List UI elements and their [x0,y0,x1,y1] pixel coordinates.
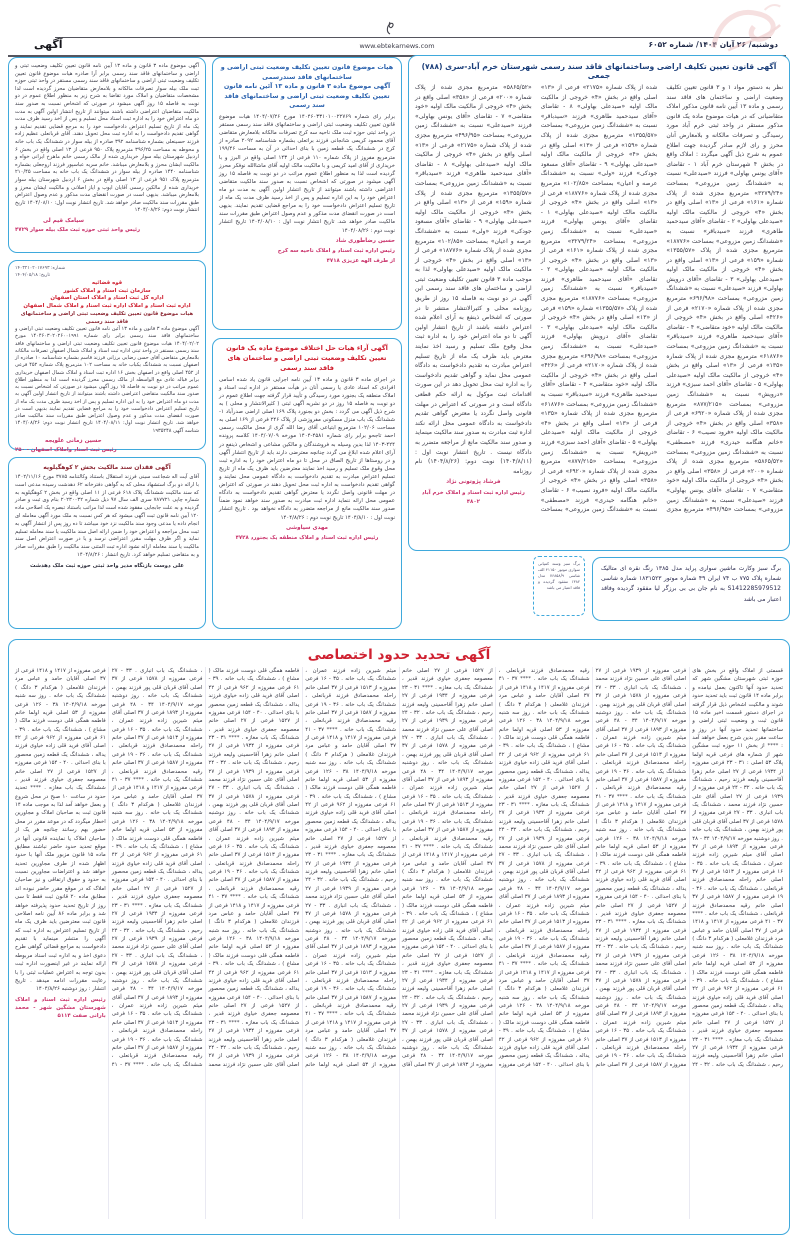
notice-karaj-sig-name: حسین رضاطوری شاد [335,237,395,244]
notice-isfahan-head-judiciary: قوه قضائیه [91,279,123,286]
notice-karaj-title-line2: آگهی موضوع ماده ۳ قانون و ماده ۱۳ آئین نامه قانون تعیین تکلیف وضعیت ثبتی اراضی و ساختمانهای فاقد سند رسمی [223,82,391,110]
notice-lost-small-body: برگ سبز وسند کمپانی سواری موتور ۴۱۱۵۰ الف شاسی ۷۶۸۵۸/۹ مدل ۱۳۸۲ مفقود گردیده و فاقد اعتبار می باشد [538,561,581,590]
notice-bojnord-title: آگهی آراء هیات حل اختلاف موضوع ماده یک قانون تعیین تکلیف وضعیت ثبتی اراضی و ساختمان های فاقد سند رسمی [226,344,388,372]
notice-karaj-body: برابر رای شماره ۱۴۰۴۶۰۳۳۱۰۱۰۰۲۲۷۶۹ مورخ ۱۴۰۴/۰۷/۲۶ هیات موضوع قانون تعیین تکلیف وضعیت ثبتی اراضی و ساختمانهای فاقد سند رسمی مستقر در واحد ثبتی حوزه ثبت ملک ناحیه سه کرج تصرفات مالکانه بلامعارض متقاضی آقای محمود کریمی شانجانی فرزند براتعلی بشماره شناسنامه ۲۰۹۲ صادره از کرج در ششدانگ یک قطعه زمین با بنای احداثی در آن به مساحت ۱۹۹/۴۶ مترمربع مفروز از پلاک شماره ۱۱۰ فرعی از ۱۴۳ اصلی واقع در البرز و با خریداری از آقای امید کریمی و با مالکیت مالک اولیه آقای ماشاالله نوفکر محرز گردیده است لذا به منظور اطلاع عموم مراتب در دو نوبت به فاصله ۱۵ روز آگهی میشود در صورتی که اشخاص نسبت به صدور سند مالکیت متقاضی اعتراضی داشته باشند میتوانند از تاریخ انتشار اولین آگهی به مدت دو ماه اعتراض خود را به این اداره تسلیم و پس از اخذ رسید ظرف مدت یک ماه از تاریخ تسلیم اعتراض دادخواست خود را به مراجع قضایی تقدیم نمایند. بدیهی است در صورت انقضای مدت مذکور و عدم وصول اعتراض طبق مقررات سند مالکیت صادر خواهد شد. تاریخ انتشار نوبت اول : ۱۴۰۴/۰۸/۱۰ تاریخ انتشار نوبت دوم : ۱۴۰۴/۰۸/۲۶ [219,114,396,234]
notice-isfahan-box [8,260,206,454]
notice-bilesavar-box [8,57,206,253]
masthead-rule-top [55,37,771,38]
masthead-ornament-icon [381,19,399,40]
notice-isfahan-head-province: اداره کل ثبت اسناد و املاک استان اصفهان [50,295,164,302]
notice-karaj-sig-title: رئیس اداره ثبت اسناد و املاک ناحیه سه کرج [277,248,395,255]
ebtekar-logo-watermark [704,2,790,58]
notice-isfahan-head-org: سازمان ثبت اسناد و املاک کشور [63,287,151,294]
notice-karaj-sig-extra: از طرف الهه عزیزی ۴۷۱۸ [326,258,395,265]
notice-khorramabad-sig-name: فرشاد پژوتونی نژاد [446,479,501,486]
notice-lost-deed-kohgiluyeh-box [8,457,206,629]
notice-khorramabad-box [408,55,790,551]
notice-khorramabad-sig-title: رئیس اداره ثبت اسناد و املاک خرم آباد ۴۸۰۲ [421,490,525,505]
notice-kohgiluyeh-body: آقای آیت اله شجاعت سینی فرزند استقلال باستناد وکالتنامه ۳۷۸۵ مورخ ۱۴۰۲/۱۱/۱۶ با ارائه دو برگ استشهاد محلی که به گواهی دفترخانه ۶۲ دهدشت رسیده مدعی است که سند مالکیت ششدانگ پلاک ۶۱۸ فرعی از ۱۱ اصلی واقع در بخش ۲ کوهگیلویه به شماره چاپی ۷۸۷۷۲۱ سری الف سال ۹۷ ذیل شماره ۲۰۲۳۰۰۳۲ بنام وی ثبت و صادر گردیده و به علت جابجایی مفقود شده است لذا مراتب باستناد تبصره یک اصلاحی ماده ۱۲۰ آیین نامه قانون ثبت آگهی میشود که هر کس نسبت به ملک مورد آگهی معامله ای انجام داده یا مدعی وجود سند مالکیت نزد خود میباشد تا ده روز پس از انتشار آگهی به ثبت محل مراجعه و اعتراض خود را ضمن ارائه اصل سند مالکیت یا سند معامله تسلیم نماید و اگر ظرف مهلت مقرر اعتراضی نرسد و یا در صورت اعتراض اصل سند مالکیت یا سند معامله ارائه نشود اداره ثبت المثنی سند مالکیت را طبق مقررات صادر و به متقاضی تسلیم خواهد کرد. تاریخ انتشار : ۱۴۰۴/۸/۲۶ [15,474,200,558]
notice-isfahan-sig-title: رئیس ثبت اسناد واملاک اصفهان - ۲۵۰ [15,447,117,454]
notice-bilesavar-sig-title: رئیس واحد ثبتی حوزه ثبت ملک بیله سوار ۴۷۲۹ [15,227,141,234]
notice-bilesavar-body: آگهی موضوع ماده ۳ قانون و ماده ۱۳ آیین نامه قانون تعیین تکلیف وضعیت ثبتی و اراضی و ساختمانهای فاقد سند رسمی برابر آرا صادره هیات موضوع قانون تعیین تکلیف وضعیت ثبتی اراضی و ساختمانهای فاقد سند رسمی مستقر در واحد ثبتی حوزه ثبت ملک بیله سوار تصرفات مالکانه و بلامعارض متقاضیان محرز گردیده است لذا مشخصات متقاضیان و املاک مورد تقاضا به شرح زیر به منظور اطلاع عموم در دو نوبت به فاصله ۱۵ روز آگهی میشود در صورتی که اشخاص نسبت به صدور سند مالکیت متقاضیان اعتراضی داشته باشند میتوانند از تاریخ انتشار اولین آگهی به مدت دو ماه اعتراض خود را به اداره ثبت اسناد محل تسلیم و پس از اخذ رسید ظرف مدت یک ماه از تاریخ تسلیم اعتراض دادخواست خود را به مرجع قضایی تقدیم نمایند و گواهی تقدیم دادخواست را به اداره ثبت محل تحویل دهند. آقای قربانعلی عظیم زاده فرزند حسینعلی بشماره شناسنامه ۳۹۲ صادره از بیله سوار در ششدانگ یک باب خانه و محوطه به مساحت ۳۹۶/۲۵ مترمربع پلاک ۹۵۰ فرعی از ۱۳ اصلی واقع در بخش ۶ اردبیل شهرستان بیله سوار خریداری شده از مالک رسمی خانم ماهرخ ایرانی خواه و مالکیت ایشان محرز و بلامعارض میباشد. خانم سریه عباسپور فرزند اروجعلی بشماره شناسنامه ۱۴۴۰ صادره از بیله سوار در ششدانگ یک باب خانه به مساحت ۲۱۰/۴۵ مترمربع پلاک ۹۵۱ فرعی از ۱۳ اصلی واقع در بخش ۶ اردبیل شهرستان بیله سوار خریداری شده از مالکین رسمی آقایان ایوب و ایاز اصلانی و مالکیت ایشان محرز و بلامعارض میباشد. بدیهی است در صورت انقضای مدت مذکور و عدم وصول اعتراض طبق مقررات سند مالکیت صادر خواهد شد. تاریخ انتشار نوبت اول: ۱۴۰۴/۰۸/۱۰ تاریخ انتشار نوبت دوم: ۱۴۰۴/۰۸/۲۶ [15,63,199,214]
notice-karaj-box [212,57,402,330]
section-label: آگهی [34,38,63,51]
tahdid-hodud-body: قسمتی از املاک واقع در بخش های حوزه ثبتی شهرستان مشگین شهر که تحدید حدود آنها تاکنون بعمل نیامده و برابر ماده ۱۴ قانون ثبت باید تحدید حدود شوند و مالکیت اشخاص ذیل قرار گرفته در اجرای دستور قسمت اخیر ماده ۱۵ قانون ثبت و وضعیت ثبتی اراضی و ساختمانها تحدید حدود آنها در روز و ساعت مقرر بدین شرح بعمل خواهد آمد : **** از بخش ۱۱ حوزه ثبت مشگین شهر از شماره های فرعی قریه اولما پلاک ۵۳ اصلی : ۳۱ - ۲۳ فرعی مفروزه از ۱۹۳۴ فرعی از ۲۷ اصلی خانم زهرا آقاحسینی ولیعه فرزند رحیم ، ششدانگ یک باب خانه . ۳۲ - ۲۴ فرعی مفروزه از ۱۹۳۹ فرعی از ۲۷ اصلی آقای علی حسین نژاد فرزند محمد ، ششدانگ یک باب انباری . ۳۳ - ۲۷ فرعی مفروزه از ۱۵۷۸ فرعی از ۳۷ اصلی آقای قربان قلی پور فرزند بهمن ، ششدانگ یک باب خانه . روز دوشنبه مورخه ۱۴۰۴/۹/۱۷ ۳۴ - ۴۸ فرعی مفروزه از ۱۸۹۳ فرعی از ۳۷ اصلی آقای میثم شیرین زاده فرزند عمران ، ششدانگ یک باب خانه . ۳۵ - ۱۶ فرعی مفروزه از ۱۵۱۳ فرعی از ۳۷ اصلی خانم راحله محمدصادق فرزند قربانعلی ، ششدانگ یک باب خانه . ۳۶ - ۱۹ فرعی مفروزه از ۱۵۸۷ فرعی از ۳۷ اصلی خانم رقیه محمدصادق فرزند قربانعلی ، ششدانگ یک باب خانه . **** ۳۷ - ۴۱ فرعی مفروزه از ۱۴۱۷ و ۱۴۱۸ فرعی از ۳۷ اصلی آقایان حامد و عباس مرد فرزندان غلامعلی ( هرکدام ۳ دانگ ) ششدانگ یک باب خانه . روز سه شنبه مورخه ۱۴۰۴/۹/۱۸ ۳۸ - ۱۲۶ فرعی مفروزه از ۵۳ اصلی قریه اولما خانم فاطمه همگی قلی دوست فرزند مالک ( مشاع ) ، ششدانگ یک باب خانه . ۳۹ - ۶۱ فرعی مفروزه از ۹۶۲ فرعی از ۴۲ اصلی آقای فرید قلی زاده خیاوی فرزند یداله ، ششدانگ یک قطعه زمین محصور با بنای احداثی . ۴۰ - ۱۵۴ فرعی مفروزه از ۱۵۲۷ فرعی از ۲۷ اصلی خانم معصومه جعفری خیاوی فرزند قدیر ، ششدانگ یک باب مغازه . **** ۳۱ - ۲۳ فرعی مفروزه از ۱۹۳۴ فرعی از ۲۷ اصلی خانم زهرا آقاحسینی ولیعه فرزند رحیم ، ششدانگ یک باب خانه . ۳۲ - ۲۴ فرعی مفروزه از ۱۹۳۹ فرعی از ۲۷ اصلی آقای علی حسین نژاد فرزند محمد ، ششدانگ یک باب انباری . ۳۳ - ۲۷ فرعی مفروزه از ۱۵۷۸ فرعی از ۳۷ اصلی آقای قربان قلی پور فرزند بهمن ، ششدانگ یک باب خانه . روز دوشنبه مورخه ۱۴۰۴/۹/۱۷ ۳۴ - ۴۸ فرعی مفروزه از ۱۸۹۳ فرعی از ۳۷ اصلی آقای میثم شیرین زاده فرزند عمران ، ششدانگ یک باب خانه . ۳۵ - ۱۶ فرعی مفروزه از ۱۵۱۳ فرعی از ۳۷ اصلی خانم راحله محمدصادق فرزند قربانعلی ، ششدانگ یک باب خانه . ۳۶ - ۱۹ فرعی مفروزه از ۱۵۸۷ فرعی از ۳۷ اصلی خانم رقیه محمدصادق فرزند قربانعلی ، ششدانگ یک باب خانه . **** ۳۷ - ۴۱ فرعی مفروزه از ۱۴۱۷ و ۱۴۱۸ فرعی از ۳۷ اصلی آقایان حامد و عباس مرد فرزندان غلامعلی ( هرکدام ۳ دانگ ) ششدانگ یک باب خانه . روز سه شنبه مورخه ۱۴۰۴/۹/۱۸ ۳۸ - ۱۲۶ فرعی مفروزه از ۵۳ اصلی قریه اولما خانم فاطمه همگی قلی دوست فرزند مالک ( مشاع ) ، ششدانگ یک باب خانه . ۳۹ - ۶۱ فرعی مفروزه از ۹۶۲ فرعی از ۴۲ اصلی آقای فرید قلی زاده خیاوی فرزند یداله ، ششدانگ یک قطعه زمین محصور با بنای احداثی . ۴۰ - ۱۵۴ فرعی مفروزه از ۱۵۲۷ فرعی از ۲۷ اصلی خانم معصومه جعفری خیاوی فرزند قدیر ، ششدانگ یک باب مغازه . **** ۳۱ - ۲۳ فرعی مفروزه از ۱۹۳۴ فرعی از ۲۷ اصلی خانم زهرا آقاحسینی ولیعه فرزند رحیم ، ششدانگ یک باب خانه . ۳۲ - ۲۴ فرعی مفروزه از ۱۹۳۹ فرعی از ۲۷ اصلی آقای علی حسین نژاد فرزند محمد ، ششدانگ یک باب انباری . ۳۳ - ۲۷ فرعی مفروزه از ۱۵۷۸ فرعی از ۳۷ اصلی آقای قربان قلی پور فرزند بهمن ، ششدانگ یک باب خانه . روز دوشنبه مورخه ۱۴۰۴/۹/۱۷ ۳۴ - ۴۸ فرعی مفروزه از ۱۸۹۳ فرعی از ۳۷ اصلی آقای میثم شیرین زاده فرزند عمران ، ششدانگ یک باب خانه . ۳۵ - ۱۶ فرعی مفروزه از ۱۵۱۳ فرعی از ۳۷ اصلی خانم راحله محمدصادق فرزند قربانعلی ، ششدانگ یک باب خانه . ۳۶ - ۱۹ فرعی مفروزه از ۱۵۸۷ فرعی از ۳۷ اصلی خانم رقیه محمدصادق فرزند قربانعلی ، ششدانگ یک باب خانه . **** ۳۷ - ۴۱ فرعی مفروزه از ۱۴۱۷ و ۱۴۱۸ فرعی از ۳۷ اصلی آقایان حامد و عباس مرد فرزندان غلامعلی ( هرکدام ۳ دانگ ) ششدانگ یک باب خانه . روز سه شنبه مورخه ۱۴۰۴/۹/۱۸ ۳۸ - ۱۲۶ فرعی مفروزه از ۵۳ اصلی قریه اولما خانم فاطمه همگی قلی دوست فرزند مالک ( مشاع ) ، ششدانگ یک باب خانه . ۳۹ - ۶۱ فرعی مفروزه از ۹۶۲ فرعی از ۴۲ اصلی آقای فرید قلی زاده خیاوی فرزند یداله ، ششدانگ یک قطعه زمین محصور با بنای احداثی . ۴۰ - ۱۵۴ فرعی مفروزه از ۱۵۲۷ فرعی از ۲۷ اصلی خانم معصومه جعفری خیاوی فرزند قدیر ، ششدانگ یک باب مغازه . **** ۳۱ - ۲۳ فرعی مفروزه از ۱۹۳۴ فرعی از ۲۷ اصلی خانم زهرا آقاحسینی ولیعه فرزند رحیم ، ششدانگ یک باب خانه . ۳۲ - ۲۴ فرعی مفروزه از ۱۹۳۹ فرعی از ۲۷ اصلی آقای علی حسین نژاد فرزند محمد ، ششدانگ یک باب انباری . ۳۳ - ۲۷ فرعی مفروزه از ۱۵۷۸ فرعی از ۳۷ اصلی آقای قربان قلی پور فرزند بهمن ، ششدانگ یک باب خانه . روز دوشنبه مورخه ۱۴۰۴/۹/۱۷ ۳۴ - ۴۸ فرعی مفروزه از ۱۸۹۳ فرعی از ۳۷ اصلی آقای میثم شیرین زاده فرزند عمران ، ششدانگ یک باب خانه . ۳۵ - ۱۶ فرعی مفروزه از ۱۵۱۳ فرعی از ۳۷ اصلی خانم راحله محمدصادق فرزند قربانعلی ، ششدانگ یک باب خانه . ۳۶ - ۱۹ فرعی مفروزه از ۱۵۸۷ فرعی از ۳۷ اصلی خانم رقیه محمدصادق فرزند قربانعلی ، ششدانگ یک باب خانه . **** ۳۷ - ۴۱ فرعی مفروزه از ۱۴۱۷ و ۱۴۱۸ فرعی از ۳۷ اصلی آقایان حامد و عباس مرد فرزندان غلامعلی ( هرکدام ۳ دانگ ) ششدانگ یک باب خانه . روز سه شنبه مورخه ۱۴۰۴/۹/۱۸ ۳۸ - ۱۲۶ فرعی مفروزه از ۵۳ اصلی قریه اولما خانم فاطمه همگی قلی دوست فرزند مالک ( مشاع ) ، ششدانگ یک باب خانه . ۳۹ - ۶۱ فرعی مفروزه از ۹۶۲ فرعی از ۴۲ اصلی آقای فرید قلی زاده خیاوی فرزند یداله ، ششدانگ یک قطعه زمین محصور با بنای احداثی . ۴۰ - ۱۵۴ فرعی مفروزه از ۱۵۲۷ فرعی از ۲۷ اصلی خانم معصومه جعفری خیاوی فرزند قدیر ، ششدانگ یک باب مغازه . **** ۳۱ - ۲۳ فرعی مفروزه از ۱۹۳۴ فرعی از ۲۷ اصلی خانم زهرا آقاحسینی ولیعه فرزند رحیم ، ششدانگ یک باب خانه . ۳۲ - ۲۴ فرعی مفروزه از ۱۹۳۹ فرعی از ۲۷ اصلی آقای علی حسین نژاد فرزند محمد ، ششدانگ یک باب انباری . ۳۳ - ۲۷ فرعی مفروزه از ۱۵۷۸ فرعی از ۳۷ اصلی آقای قربان قلی پور فرزند بهمن ، ششدانگ یک باب خانه . روز دوشنبه مورخه ۱۴۰۴/۹/۱۷ ۳۴ - ۴۸ فرعی مفروزه از ۱۸۹۳ فرعی از ۳۷ اصلی آقای میثم شیرین زاده فرزند عمران ، ششدانگ یک باب خانه . ۳۵ - ۱۶ فرعی مفروزه از ۱۵۱۳ فرعی از ۳۷ اصلی خانم راحله محمدصادق فرزند قربانعلی ، ششدانگ یک باب خانه . ۳۶ - ۱۹ فرعی مفروزه از ۱۵۸۷ فرعی از ۳۷ اصلی خانم رقیه محمدصادق فرزند قربانعلی ، ششدانگ یک باب خانه . **** ۳۷ - ۴۱ فرعی مفروزه از ۱۴۱۷ و ۱۴۱۸ فرعی از ۳۷ اصلی آقایان حامد و عباس مرد فرزندان غلامعلی ( هرکدام ۳ دانگ ) ششدانگ یک باب خانه . روز سه شنبه مورخه ۱۴۰۴/۹/۱۸ ۳۸ - ۱۲۶ فرعی مفروزه از ۵۳ اصلی قریه اولما خانم فاطمه همگی قلی دوست فرزند مالک ( مشاع ) ، ششدانگ یک باب خانه . ۳۹ - ۶۱ فرعی مفروزه از ۹۶۲ فرعی از ۴۲ اصلی آقای فرید قلی زاده خیاوی فرزند یداله ، ششدانگ یک قطعه زمین محصور با بنای احداثی . ۴۰ - ۱۵۴ فرعی مفروزه از ۱۵۲۷ فرعی از ۲۷ اصلی خانم معصومه جعفری خیاوی فرزند قدیر ، ششدانگ یک باب مغازه . **** ۳۱ - ۲۳ فرعی مفروزه از ۱۹۳۴ فرعی از ۲۷ اصلی خانم زهرا آقاحسینی ولیعه فرزند رحیم ، ششدانگ یک باب خانه . ۳۲ - ۲۴ فرعی مفروزه از ۱۹۳۹ فرعی از ۲۷ اصلی آقای علی حسین نژاد فرزند محمد ، ششدانگ یک باب انباری . ۳۳ - ۲۷ فرعی مفروزه از ۱۵۷۸ فرعی از ۳۷ اصلی آقای قربان قلی پور فرزند بهمن ، ششدانگ یک باب خانه . روز دوشنبه مورخه ۱۴۰۴/۹/۱۷ ۳۴ - ۴۸ فرعی مفروزه از ۱۸۹۳ فرعی از ۳۷ اصلی آقای میثم شیرین زاده فرزند عمران ، ششدانگ یک باب خانه . ۳۵ - ۱۶ فرعی مفروزه از ۱۵۱۳ فرعی از ۳۷ اصلی خانم راحله محمدصادق فرزند قربانعلی ، ششدانگ یک باب خانه . ۳۶ - ۱۹ فرعی مفروزه از ۱۵۸۷ فرعی از ۳۷ اصلی خانم رقیه محمدصادق فرزند قربانعلی ، ششدانگ یک باب خانه . **** ۳۷ - ۴۱ فرعی مفروزه از ۱۴۱۷ و ۱۴۱۸ فرعی از ۳۷ اصلی آقایان حامد و عباس مرد فرزندان غلامعلی ( هرکدام ۳ دانگ ) ششدانگ یک باب خانه . روز سه شنبه مورخه ۱۴۰۴/۹/۱۸ ۳۸ - ۱۲۶ فرعی مفروزه از ۵۳ اصلی قریه اولما خانم فاطمه همگی قلی دوست فرزند مالک ( مشاع ) ، ششدانگ یک باب خانه . ۳۹ - ۶۱ فرعی مفروزه از ۹۶۲ فرعی از ۴۲ اصلی آقای فرید قلی زاده خیاوی فرزند یداله ، ششدانگ یک قطعه زمین محصور با بنای احداثی . ۴۰ - ۱۵۴ فرعی مفروزه از ۱۵۲۷ فرعی از ۲۷ اصلی خانم معصومه جعفری خیاوی فرزند قدیر ، ششدانگ یک باب مغازه . **** ۳۱ - ۲۳ فرعی مفروزه از ۱۹۳۴ فرعی از ۲۷ اصلی خانم زهرا آقاحسینی ولیعه فرزند رحیم ، ششدانگ یک باب خانه . ۳۲ - ۲۴ فرعی مفروزه از ۱۹۳۹ فرعی از ۲۷ اصلی آقای علی حسین نژاد فرزند محمد ، ششدانگ یک باب انباری . ۳۳ - ۲۷ فرعی مفروزه از ۱۵۷۸ فرعی از ۳۷ اصلی آقای قربان قلی پور فرزند بهمن ، ششدانگ یک باب خانه . روز دوشنبه مورخه ۱۴۰۴/۹/۱۷ ۳۴ - ۴۸ فرعی مفروزه از ۱۸۹۳ فرعی از ۳۷ اصلی آقای میثم شیرین زاده فرزند عمران ، ششدانگ یک باب خانه . ۳۵ - ۱۶ فرعی مفروزه از ۱۵۱۳ فرعی از ۳۷ اصلی خانم راحله محمدصادق فرزند قربانعلی ، ششدانگ یک باب خانه . ۳۶ - ۱۹ فرعی مفروزه از ۱۵۸۷ فرعی از ۳۷ اصلی خانم رقیه محمدصادق فرزند قربانعلی ، ششدانگ یک باب خانه . **** ۳۷ - ۴۱ فرعی مفروزه از ۱۴۱۷ و ۱۴۱۸ فرعی از ۳۷ اصلی آقایان حامد و عباس مرد فرزندان غلامعلی ( هرکدام ۳ دانگ ) ششدانگ یک باب خانه . روز سه شنبه مورخه ۱۴۰۴/۹/۱۸ ۳۸ - ۱۲۶ فرعی مفروزه از ۵۳ اصلی قریه اولما خانم فاطمه همگی قلی دوست فرزند مالک ( مشاع ) ، ششدانگ یک باب خانه . ۳۹ - ۶۱ فرعی مفروزه از ۹۶۲ فرعی از ۴۲ اصلی آقای فرید قلی زاده خیاوی فرزند یداله ، ششدانگ یک قطعه زمین محصور با بنای احداثی . ۴۰ - ۱۵۴ فرعی مفروزه از ۱۵۲۷ فرعی از ۲۷ اصلی خانم معصومه جعفری خیاوی فرزند قدیر ، ششدانگ یک باب مغازه . **** ۳۱ - ۲۳ فرعی مفروزه از ۱۹۳۴ فرعی از ۲۷ اصلی خانم زهرا آقاحسینی ولیعه فرزند رحیم ، ششدانگ یک باب خانه . ۳۲ - ۲۴ فرعی مفروزه از ۱۹۳۹ فرعی از ۲۷ اصلی آقای علی حسین نژاد فرزند محمد ، ششدانگ یک باب انباری . ۳۳ - ۲۷ فرعی مفروزه از ۱۵۷۸ فرعی از ۳۷ اصلی آقای قربان قلی پور فرزند بهمن ، ششدانگ یک باب خانه . روز دوشنبه مورخه ۱۴۰۴/۹/۱۷ ۳۴ - ۴۸ فرعی مفروزه از ۱۸۹۳ فرعی از ۳۷ اصلی آقای میثم شیرین زاده فرزند عمران ، ششدانگ یک باب خانه . ۳۵ - ۱۶ فرعی مفروزه از ۱۵۱۳ فرعی از ۳۷ اصلی خانم راحله محمدصادق فرزند قربانعلی ، ششدانگ یک باب خانه . ۳۶ - ۱۹ فرعی مفروزه از ۱۵۸۷ فرعی از ۳۷ اصلی خانم رقیه محمدصادق فرزند قربانعلی ، ششدانگ یک باب خانه . **** ۳۷ - ۴۱ فرعی مفروزه از ۱۴۱۷ و ۱۴۱۸ فرعی از ۳۷ اصلی آقایان حامد و عباس مرد فرزندان غلامعلی ( هرکدام ۳ دانگ ) ششدانگ یک باب خانه . روز سه شنبه مورخه ۱۴۰۴/۹/۱۸ ۳۸ - ۱۲۶ فرعی مفروزه از ۵۳ اصلی قریه اولما خانم فاطمه همگی قلی دوست فرزند مالک ( مشاع ) ، ششدانگ یک باب خانه . ۳۹ - ۶۱ فرعی مفروزه از ۹۶۲ فرعی از ۴۲ اصلی آقای فرید قلی زاده خیاوی فرزند یداله ، ششدانگ یک قطعه زمین محصور با بنای احداثی . ۴۰ - ۱۵۴ فرعی مفروزه از ۱۵۲۷ فرعی از ۲۷ اصلی خانم معصومه جعفری خیاوی فرزند قدیر ، ششدانگ یک باب مغازه . **** ۳۱ - ۲۳ فرعی مفروزه از ۱۹۳۴ فرعی از ۲۷ اصلی خانم زهرا آقاحسینی ولیعه فرزند رحیم ، ششدانگ یک باب خانه . ۳۲ - ۲۴ فرعی مفروزه از ۱۹۳۹ فرعی از ۲۷ اصلی آقای علی حسین نژاد فرزند محمد ، ششدانگ یک باب انباری . ۳۳ - ۲۷ فرعی مفروزه از ۱۵۷۸ فرعی از ۳۷ اصلی آقای قربان قلی پور فرزند بهمن ، ششدانگ یک باب خانه . روز دوشنبه مورخه ۱۴۰۴/۹/۱۷ ۳۴ - ۴۸ فرعی مفروزه از ۱۸۹۳ فرعی از ۳۷ اصلی آقای میثم شیرین زاده فرزند عمران ، ششدانگ یک باب خانه . ۳۵ - ۱۶ فرعی مفروزه از ۱۵۱۳ فرعی از ۳۷ اصلی خانم راحله محمدصادق فرزند قربانعلی ، ششدانگ یک باب خانه . ۳۶ - ۱۹ فرعی مفروزه از ۱۵۸۷ فرعی از ۳۷ اصلی خانم رقیه محمدصادق فرزند قربانعلی ، ششدانگ یک باب خانه . **** ۳۷ - ۴۱ فرعی مفروزه از ۱۴۱۷ و ۱۴۱۸ فرعی از ۳۷ اصلی آقایان حامد و عباس مرد فرزندان غلامعلی ( هرکدام ۳ دانگ ) ششدانگ یک باب خانه . روز سه شنبه مورخه ۱۴۰۴/۹/۱۸ ۳۸ - ۱۲۶ فرعی مفروزه از ۵۳ اصلی قریه اولما خانم فاطمه همگی قلی دوست فرزند مالک ( مشاع ) ، ششدانگ یک باب خانه . ۳۹ - ۶۱ فرعی مفروزه از ۹۶۲ فرعی از ۴۲ اصلی آقای فرید قلی زاده خیاوی فرزند یداله ، ششدانگ یک قطعه زمین محصور با بنای احداثی . ۴۰ - ۱۵۴ فرعی مفروزه از ۱۵۲۷ فرعی از ۲۷ اصلی خانم معصومه جعفری خیاوی فرزند قدیر ، ششدانگ یک باب مغازه . **** ۳۱ - ۲۳ فرعی مفروزه از ۱۹۳۴ فرعی از ۲۷ اصلی خانم زهرا آقاحسینی ولیعه فرزند رحیم ، ششدانگ یک باب خانه . ۳۲ - ۲۴ فرعی مفروزه از ۱۹۳۹ فرعی از ۲۷ اصلی آقای علی حسین نژاد فرزند محمد ، ششدانگ یک باب انباری . ۳۳ - ۲۷ فرعی مفروزه از ۱۵۷۸ فرعی از ۳۷ اصلی آقای قربان قلی پور فرزند بهمن ، ششدانگ یک باب خانه . روز دوشنبه مورخه ۱۴۰۴/۹/۱۷ ۳۴ - ۴۸ فرعی مفروزه از ۱۸۹۳ فرعی از ۳۷ اصلی آقای میثم شیرین زاده فرزند عمران ، ششدانگ یک باب خانه . ۳۵ - ۱۶ فرعی مفروزه از ۱۵۱۳ فرعی از ۳۷ اصلی خانم راحله محمدصادق فرزند قربانعلی ، ششدانگ یک باب خانه . ۳۶ - ۱۹ فرعی مفروزه از ۱۵۸۷ فرعی از ۳۷ اصلی خانم رقیه محمدصادق فرزند قربانعلی ، ششدانگ یک باب خانه . **** ۳۷ - ۴۱ فرعی مفروزه از ۱۴۱۷ و ۱۴۱۸ فرعی از ۳۷ اصلی آقایان حامد و عباس مرد فرزندان غلامعلی ( هرکدام ۳ دانگ ) ششدانگ یک باب خانه . روز سه شنبه مورخه ۱۴۰۴/۹/۱۸ ۳۸ - ۱۲۶ فرعی مفروزه از ۵۳ اصلی قریه اولما خانم فاطمه همگی قلی دوست فرزند مالک ( مشاع ) ، ششدانگ یک باب خانه . ۳۹ - ۶۱ فرعی مفروزه از ۹۶۲ فرعی از ۴۲ اصلی آقای فرید قلی زاده خیاوی فرزند یداله ، ششدانگ یک قطعه زمین محصور با بنای احداثی . ۴۰ - ۱۵۴ فرعی مفروزه از ۱۵۲۷ فرعی از ۲۷ اصلی خانم معصومه جعفری خیاوی فرزند قدیر ، ششدانگ یک باب مغازه . **** تحدید حدود در ساعت ۱۰ صبح در محل شروع و بعمل خواهد آمد لذا به موجب ماده ۱۴ قانون ثبت به صاحبان املاک و مجاورین اخطار میگردد که در موعد مقرر در محل حضور بهم رسانند چنانچه هر یک از صاحبان املاک یا نماینده قانونی آنها در موقع تحدید حدود حاضر نباشند مطابق ماده ۱۵ قانون مزبور ملک آنها با حدود اظهار شده از طرف مجاورین تحدید خواهد شد و اعتراضات مجاورین نسبت به حدود و حقوق ارتفاقی و نیز صاحبان املاک که در موقع مقرر حاضر نبوده اند مطابق ماده ۲۰ قانون ثبت فقط تا سی روز از تاریخ تحدید حدود پذیرفته خواهد شد و برابر ماده ۸۶ آیین نامه اصلاحی قانون ثبت معترضین باید ظرف یک ماه از تاریخ تسلیم اعتراض به اداره ثبت که آگهی را منتشر مینماید با تقدیم دادخواست به مراجع قضائی گواهی طرح دعوی اخذ و به اداره ثبت اسناد مربوطه ارائه نمایند در غیر اینصورت اداره ثبت بدون توجه به اعتراض عملیات ثبتی را با رعایت مقررات ادامه میدهد . تاریخ انتشار : روز دوشنبه ۱۴۰۴/۸/۲۶ [15,668,784,1068]
notice-isfahan-date: تاریخ: ۱۴۰۴/۰۵/۱۸ [15,272,50,278]
notice-karaj-title-line1: هیات موضوع قانون تعیین تکلیف وضعیت ثبتی اراضی و ساختمانهای فاقد سندرسمی [220,63,394,81]
notice-lost-green-card-body: برگ سبز وکارت ماشین سواری پراید مدل ۱۳۸۵ رنگ نقره ای متالیک شماره پلاک ۷۷۵ ب ۷۴ ایران ۴۹ شماره موتور ۱۸۳۱۵۲۳ شماره شاسی S1412285979512 به نام جان بی بی برزگر لیا مفقود گردیده وفاقد اعتبار می باشد [601,565,781,603]
notice-kohgiluyeh-title: آگهی فقدان سند مالکیت بخش ۲ کوهگیلویه [43,464,171,471]
notice-lost-green-card-box [592,557,790,621]
date-issue: دوشنبه/ ۲۶ آبان ۱۴۰۴/ شماره ۶۰۵۲ [648,40,778,49]
notice-khorramabad-title: آگهی قانون تعیین تکلیف اراضی وساختمانهای فاقد سند رسمی شهرستان خرم آباد-سری (۷۸۸) جمعی [421,62,777,80]
notice-kohgiluyeh-sig-title: علی دوست بازنگاه مدیر واحد ثبتی حوزه ثبت ملک دهدشت [30,562,184,569]
tahdid-hodud-box [8,639,790,1235]
notice-lost-small-box [533,556,585,616]
tahdid-hodud-columns [15,667,783,1219]
notice-khorramabad-columns [415,83,783,529]
notice-bojnord-box [212,338,402,629]
notice-bojnord-sig-title: رئیس اداره ثبت اسناد و املاک منطقه یک بجنورد ۴۷۲۸ [235,535,379,542]
tahdid-hodud-sig-title: رئیس اداره ثبت اسناد و املاک شهرستان مشگین شهر - محمد بارانی صفت ۵۱۱۴ [15,996,106,1020]
notice-isfahan-sig-name: حسین زمانی علویجه [45,437,102,444]
notice-bilesavar-sig-name: سیامک قیم لی [43,217,85,224]
notice-khorramabad-body: نظر به دستور مواد ۱ و ۳ قانون تعیین تکلیف وضعیت اراضی و ساختمان های فاقد سند رسمی و ماده ۱۳ آیین نامه قانون مذکور املاک متقاضیانی که در هیات موضوع ماده یک قانون مذکور مستقر در واحد ثبتی خرم آباد مورد رسیدگی و تصرفات مالکانه و بلامعارض آنان محرز و رای لازم صادر گردیده جهت اطلاع عموم به شرح ذیل آگهی میگردد : املاک واقع در بخش ۴ شهرستان خرم آباد ۱ - تقاضای «آقای یونس بهاولی» فرزند «صیدعلی» نسبت به «ششدانگ زمین مزروعی» بمساحت «۳۲۷۹/۲۴» مترمربع مجزی شده از پلاک شماره «۱۶۱» فرعی از «۱۳» اصلی واقع در بخش «۴» خروجی از مالکیت مالک اولیه «صیدعلی بهاولی» ۲ - تقاضای «آقای سیدحمید طاهری» فرزند «سیدباقر» نسبت به «ششدانگ زمین مزروعی» بمساحت «۱۸۷۷۶» مترمربع مجزی شده از پلاک «۱۳۵۵/۵۷» شماره «۱۵۹» فرعی از «۱۳» اصلی واقع در بخش «۴» خروجی از مالکیت مالک اولیه «صیدعلی بهاولی» ۳ - تقاضای «آقای درویش بهاولی» فرزند «صیدعلی» نسبت به «ششدانگ زمین مزروعی» بمساحت «۶۹۶/۹۸» مترمربع مجزی شده از پلاک شماره «۲۱۷۰» فرعی از «۴۲۶» اصلی واقع در بخش «۴» خروجی از مالکیت مالک اولیه «خود متقاضی» ۴ - تقاضای «آقای سیدحمید طاهری» فرزند «سیدباقر» نسبت به «ششدانگ زمین مزروعی» بمساحت «۶۱۸۷۶» مترمربع مجزی شده از پلاک شماره «۱۳۵» فرعی از «۱۳» اصلی واقع در بخش «۴» خروجی از مالکیت مالک اولیه «صیدعلی بهاولی» ۵ - تقاضای «آقای احمد سبزی» فرزند «درویش» نسبت به «ششدانگ زمین مزروعی» بمساحت «۸۷۷/۲۱۵» مترمربع مجزی شده از پلاک شماره «۶۹۲۰» فرعی از «۳۵۸» اصلی واقع در بخش «۴» خروجی از مالکیت مالک اولیه «فرود نصیب» ۶ - تقاضای «خانم هنگامه حیدری» فرزند «مصطفی» نسبت به «ششدانگ زمین مزروعی» بمساحت «۵۸۶۵/۵۲» مترمربع مجزی شده از پلاک شماره «۲۰۰» فرعی از «۳۵۸» اصلی واقع در بخش «۴» خروجی از مالکیت مالک اولیه «خود متقاضی» ۷ - تقاضای «آقای یونس بهاولی» فرزند «صیدعلی» نسبت به «ششدانگ زمین مزروعی» بمساحت «۴۹۶/۹۵» مترمربع مجزی شده از پلاک شماره «۲۱۷۵» فرعی از «۱۳» اصلی واقع در بخش «۴» خروجی از مالکیت مالک اولیه «صیدعلی بهاولی» ۸ - تقاضای «آقای سیدحمید طاهری» فرزند «سیدباقر» نسبت به «ششدانگ زمین مزروعی» بمساحت «۱۳۵۵/۵۷» مترمربع مجزی شده از پلاک شماره «۱۵۹» فرعی از «۱۳» اصلی واقع در بخش «۴» خروجی از مالکیت مالک اولیه «صیدعلی بهاولی» ۹ - تقاضای «آقای مسعود جودکی» فرزند «ولی» نسبت به «ششدانگ عرصه و اعیان» بمساحت «۱۰۲/۸۵» مترمربع مجزی شده از پلاک شماره «۱۸۷۷۶» فرعی از «۱۳» اصلی واقع در بخش «۴» خروجی از مالکیت مالک اولیه «صیدعلی بهاولی» ۱ - تقاضای «آقای یونس بهاولی» فرزند «صیدعلی» نسبت به «ششدانگ زمین مزروعی» بمساحت «۳۲۷۹/۲۴» مترمربع مجزی شده از پلاک شماره «۱۶۱» فرعی از «۱۳» اصلی واقع در بخش «۴» خروجی از مالکیت مالک اولیه «صیدعلی بهاولی» ۲ - تقاضای «آقای سیدحمید طاهری» فرزند «سیدباقر» نسبت به «ششدانگ زمین مزروعی» بمساحت «۱۸۷۷۶» مترمربع مجزی شده از پلاک «۱۳۵۵/۵۷» شماره «۱۵۹» فرعی از «۱۳» اصلی واقع در بخش «۴» خروجی از مالکیت مالک اولیه «صیدعلی بهاولی» ۳ - تقاضای «آقای درویش بهاولی» فرزند «صیدعلی» نسبت به «ششدانگ زمین مزروعی» بمساحت «۶۹۶/۹۸» مترمربع مجزی شده از پلاک شماره «۲۱۷۰» فرعی از «۴۲۶» اصلی واقع در بخش «۴» خروجی از مالکیت مالک اولیه «خود متقاضی» ۴ - تقاضای «آقای سیدحمید طاهری» فرزند «سیدباقر» نسبت به «ششدانگ زمین مزروعی» بمساحت «۶۱۸۷۶» مترمربع مجزی شده از پلاک شماره «۱۳۵» فرعی از «۱۳» اصلی واقع در بخش «۴» خروجی از مالکیت مالک اولیه «صیدعلی بهاولی» ۵ - تقاضای «آقای احمد سبزی» فرزند «درویش» نسبت به «ششدانگ زمین مزروعی» بمساحت «۸۷۷/۲۱۵» مترمربع مجزی شده از پلاک شماره «۶۹۲۰» فرعی از «۳۵۸» اصلی واقع در بخش «۴» خروجی از مالکیت مالک اولیه «فرود نصیب» ۶ - تقاضای «خانم هنگامه حیدری» فرزند «مصطفی» نسبت به «ششدانگ زمین مزروعی» بمساحت «۵۸۶۵/۵۲» مترمربع مجزی شده از پلاک شماره «۲۰۰» فرعی از «۳۵۸» اصلی واقع در بخش «۴» خروجی از مالکیت مالک اولیه «خود متقاضی» ۷ - تقاضای «آقای یونس بهاولی» فرزند «صیدعلی» نسبت به «ششدانگ زمین مزروعی» بمساحت «۴۹۶/۹۵» مترمربع مجزی شده از پلاک شماره «۲۱۷۵» فرعی از «۱۳» اصلی واقع در بخش «۴» خروجی از مالکیت مالک اولیه «صیدعلی بهاولی» ۸ - تقاضای «آقای سیدحمید طاهری» فرزند «سیدباقر» نسبت به «ششدانگ زمین مزروعی» بمساحت «۱۳۵۵/۵۷» مترمربع مجزی شده از پلاک شماره «۱۵۹» فرعی از «۱۳» اصلی واقع در بخش «۴» خروجی از مالکیت مالک اولیه «صیدعلی بهاولی» ۹ - تقاضای «آقای مسعود جودکی» فرزند «ولی» نسبت به «ششدانگ عرصه و اعیان» بمساحت «۱۰۲/۸۵» مترمربع مجزی شده از پلاک شماره «۱۸۷۷۶» فرعی از «۱۳» اصلی واقع در بخش «۴» خروجی از مالکیت مالک اولیه «صیدعلی بهاولی» لذا به موجب ماده ۳ قانون تعیین تکلیف وضعیت ثبتی اراضی و ساختمان های فاقد سند رسمی این آگهی در دو نوبت به فاصله ۱۵ روز از طریق روزنامه محلی و کثیرالانتشار منتشر تا در صورتی که اشخاص ذینفع به آرای اعلام شده اعتراض داشته باشند از تاریخ انتشار اولین آگهی تا دو ماه اعتراض خود را به اداره ثبت محل وقوع ملک تسلیم و رسید اخذ نمایند معترض باید ظرف یک ماه از تاریخ تسلیم اعتراض مبادرت به تقدیم دادخواست به دادگاه عمومی محل نماید و گواهی تقدیم دادخواست را به اداره ثبت محل تحویل دهد در این صورت اقدامات ثبت موکول به ارائه حکم قطعی دادگاه است و در صورتی که اعتراض در مهلت قانونی واصل نگردد یا معترض گواهی تقدیم دادخواست به دادگاه عمومی محل ارائه نکند اداره ثبت مبادرت به صدور سند مالکیت مینماید و صدور سند مالکیت مانع از مراجعه متضرر به دادگاه نیست . تاریخ انتشار نوبت اول : (۱۴۰۴/۸/۱۱) نوبت دوم: (۱۴۰۴/۸/۲۶) نام روزنامه [415,84,784,514]
notice-bojnord-body: در اجرای ماده ۳ قانون و ماده ۱۳ آیین نامه اجرایی قانون یاد شده اسامی افرادی که اسناد عادی یا رسمی آنان در هیأت مستقر در اداره ثبت اسناد و املاک منطقه یک بجنورد مورد رسیدگی و تأیید قرار گرفته جهت اطلاع عموم در دو نوبت به فاصله ۱۵ روز در دو نشریه آگهی ثبتی ( کثیرالانتشار و محلی ) به شرح ذیل آگهی می گردد : بخش دو بجنورد پلاک ۱۶۹ اصلی اراضی صدرآباد ۱- ششدانگ یک باب منزل مسکونی مفروزشی از پلاک ۲۴۶ فرعی از ۱۶۹ اصلی به مساحت ۱۰۲/۰۶ مترمربع ابتیاعی آقای رضا الله گری از محل مالکیت رسمی احمد تاجحو برابر رای شماره ۴۵۸۱-۱۴۰۴ مورخه ۱۴۰۴/۰۷/۰۹ کلاسه پرونده ۴۲۴-۱۴۰۳ لذا بدین وسیله به فروشندگان و مالکین مشاعی و اشخاص ذینفع در آرای اعلام شده ابلاغ می گردد چنانچه معترضی دارند باید از تاریخ انتشار آگهی و در روستاها از تاریخ الصاق در محل تا دو ماه اعتراض خود را به اداره ثبت محل وقوع ملک تسلیم و رسید اخذ نمایند معترضین باید ظرف یک ماه از تاریخ تسلیم اعتراض مبادرت به تقدیم دادخواست به دادگاه عمومی محل نمایند و گواهی تقدیم دادخواست به اداره ثبت محل تحویل دهند در صورتی که اعتراض در مهلت قانونی واصل نگردد یا معترض گواهی تقدیم دادخواست به دادگاه عمومی محل ارائه ننماید اداره ثبت مبادرت به صدور سند خواهد نمود ضمناً صدور سند مالکیت مانع از مراجعه متضرر به دادگاه نخواهد بود . تاریخ انتشار نوبت اول : ۱۴۰۴/۸/۱۰ تاریخ نوبت دوم : ۱۴۰۴/۸/۲۶ [219,376,395,521]
notice-isfahan-body: آگهی موضوع ماده ۳ قانون و ماده ۱۳ آئین نامه قانون تعیین تکلیف وضعیت ثبتی اراضی و ساختمانهای فاقد سند رسمی برابر رای شماره ۱۴۰۴۶۰۳۰۲۰۲۶۰۰۱۹۹۱ مورخ ۱۴۰۴/۰۲/۰۲ هیات موضوع قانون تعیین تکلیف وضعیت ثبتی اراضی و ساختمانهای فاقد سند رسمی مستقر در واحد ثبتی اداره ثبت اسناد و املاک شمال اصفهان تصرفات مالکانه بلامعارض متقاضی آقای حسن رضایی برزانی فرزند قاسم بشماره شناسنامه ۱۰ صادره از اصفهان نسبت به ششدانگ یکباب خانه به مساحت ۱۰۲ مترمربع پلاک شماره ۴۵۲ فرعی از ۴۵۲ اصلی واقع در اصفهان بخش ۱۶ اداره ثبت اسناد و املاک شمال اصفهان خریداری برابر قباله عادی مع الواسطه از مالک رسمی محرز گردیده است لذا به منظور اطلاع عموم مراتب در دو نوبت به فاصله ۱۵ روز آگهی میشود در صورتی که اشخاص نسبت به صدور سند مالکیت متقاضی اعتراضی داشته باشند میتوانند از تاریخ انتشار اولین آگهی به مدت دو ماه اعتراض خود را به این اداره تسلیم و پس از اخذ رسید ظرف مدت یک ماه از تاریخ تسلیم اعتراض دادخواست خود را به مراجع قضایی تقدیم نمایند بدیهی است در صورت انقضای مدت مذکور و عدم وصول اعتراض طبق مقررات سند مالکیت صادر خواهد شد. تاریخ انتشار نوبت اول: ۱۴۰۴/۰۸/۱۱ تاریخ انتشار نوبت دوم: ۱۴۰۴/۰۸/۲۶ شناسه آگهی ۱۹۳۵۲۴۸ [15,326,200,434]
tahdid-hodud-title: آگهی تحدید حدود اختصاصی [307,647,491,663]
notice-bojnord-sig-name: مهدی سیاوشی [286,524,328,531]
website-url: www.ebtekarnews.com [359,42,435,50]
notice-isfahan-head-board: هیات موضوع قانون تعیین تکلیف وضعیت ثبتی اراضی و ساختمانهای فاقد سند رسمی [20,311,194,325]
notice-isfahan-number: شماره: ۱۴۰۳۲۱۰۲۰۱۷۶۹۳ [15,266,66,271]
notice-isfahan-head-office: اداره ثبت اسناد و املاک اداره ثبت اسناد و املاک شمال اصفهان [23,303,191,310]
